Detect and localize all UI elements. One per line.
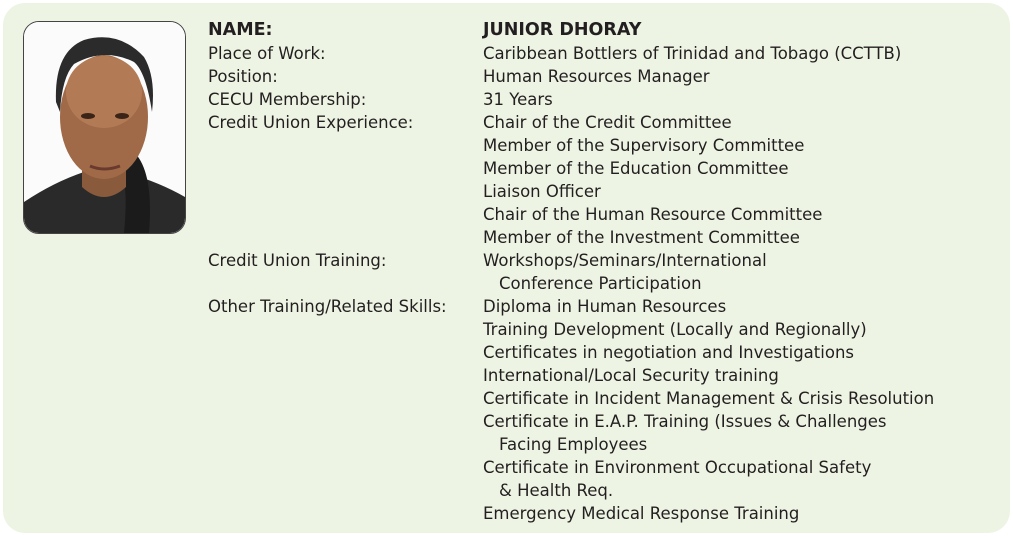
field-value: Chair of the Credit Committee (483, 113, 732, 132)
portrait-image (24, 22, 185, 233)
field-row (208, 295, 934, 525)
field-label: Other Training/Related Skills: (208, 297, 447, 316)
field-value: Certificate in Environment Occupational Safety (483, 458, 872, 477)
field-row (208, 65, 934, 88)
field-row (208, 111, 934, 249)
profile-photo (23, 21, 186, 234)
field-value: Member of the Supervisory Committee (483, 136, 805, 155)
field-label: Place of Work: (208, 44, 326, 63)
field-value: 31 Years (483, 90, 553, 109)
field-value: Conference Participation (499, 274, 702, 293)
field-value: Emergency Medical Response Training (483, 504, 800, 523)
field-value: Certificate in Incident Management & Crisis Resolution (483, 389, 935, 408)
name-row (208, 19, 934, 42)
field-values (483, 111, 822, 249)
field-value: Chair of the Human Resource Committee (483, 205, 823, 224)
field-label: CECU Membership: (208, 90, 367, 109)
field-values (483, 295, 934, 525)
field-label: Credit Union Experience: (208, 113, 414, 132)
field-label: Position: (208, 67, 278, 86)
field-value: Facing Employees (499, 435, 648, 454)
field-value: Caribbean Bottlers of Trinidad and Tobago (CCTTB) (483, 44, 902, 63)
field-value: Certificates in negotiation and Investigations (483, 343, 854, 362)
field-values (483, 65, 710, 88)
field-values (483, 88, 553, 111)
field-value: Workshops/Seminars/International (483, 251, 767, 270)
field-values (483, 42, 901, 65)
field-value: Member of the Education Committee (483, 159, 789, 178)
field-label: Credit Union Training: (208, 251, 387, 270)
field-row (208, 88, 934, 111)
field-value: & Health Req. (499, 481, 614, 500)
field-value: Member of the Investment Committee (483, 228, 800, 247)
profile-details (208, 19, 934, 525)
profile-card (3, 3, 1010, 533)
field-value: International/Local Security training (483, 366, 779, 385)
field-value: Training Development (Locally and Regionally) (483, 320, 867, 339)
field-value: Liaison Officer (483, 182, 601, 201)
field-row (208, 42, 934, 65)
field-values (483, 249, 767, 295)
field-row (208, 249, 934, 295)
field-value: Human Resources Manager (483, 67, 710, 86)
field-value: Diploma in Human Resources (483, 297, 727, 316)
name-value: JUNIOR DHORAY (483, 20, 642, 40)
field-value: Certificate in E.A.P. Training (Issues & Challenges (483, 412, 887, 431)
name-label: NAME: (208, 20, 273, 40)
